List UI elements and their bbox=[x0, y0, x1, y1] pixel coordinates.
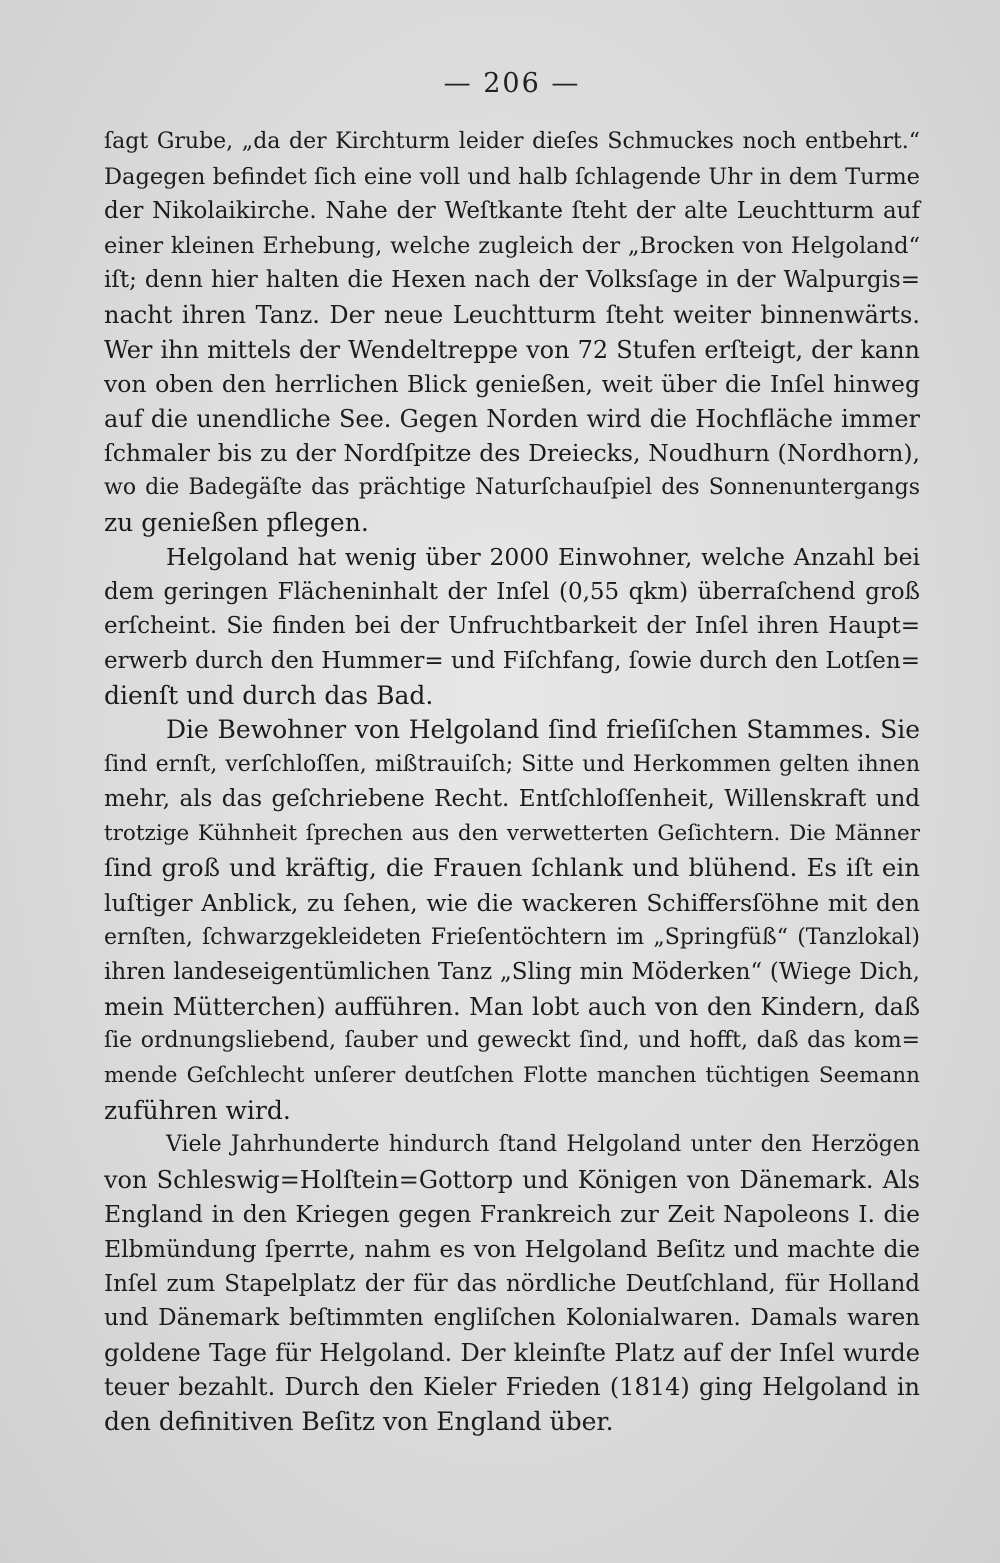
text-line: England in den Kriegen gegen Frankreich zur Zeit Napoleons I. die bbox=[104, 1200, 920, 1229]
text-line: Wer ihn mittels der Wendeltreppe von 72 Stufen erſteigt, der kann bbox=[104, 335, 920, 364]
text-line: nacht ihren Tanz. Der neue Leuchtturm ſteht weiter binnenwärts. bbox=[104, 300, 920, 329]
text-line: zuführen wird. bbox=[104, 1095, 291, 1125]
text-line: teuer bezahlt. Durch den Kieler Frieden (1814) ging Helgoland in bbox=[104, 1373, 920, 1402]
text-line: auf die unendliche See. Gegen Norden wird die Hochfläche immer bbox=[104, 404, 920, 433]
text-line: mende Geſchlecht unſerer deutſchen Flotte manchen tüchtigen Seemann bbox=[104, 1063, 920, 1089]
paragraph-2 bbox=[104, 540, 920, 713]
text-line: dienſt und durch das Bad. bbox=[104, 680, 434, 710]
text-line: ſind groß und kräftig, die Frauen ſchlank und blühend. Es iſt ein bbox=[104, 853, 920, 883]
body-text bbox=[104, 125, 920, 1440]
text-line: einer kleinen Erhebung, welche zugleich der „Brocken von Helgoland“ bbox=[104, 232, 920, 259]
text-line: Dagegen befindet ſich eine voll und halb ſchlagende Uhr in dem Turme bbox=[104, 163, 920, 190]
text-line: mein Mütterchen) aufführen. Man lobt auch von den Kindern, daß bbox=[104, 992, 920, 1021]
text-line: ſchmaler bis zu der Nordſpitze des Dreiecks, Noudhurn (Nordhorn), bbox=[104, 439, 920, 468]
text-line: Elbmündung ſperrte, nahm es von Helgoland Beſitz und machte die bbox=[104, 1235, 920, 1263]
text-line: luſtiger Anblick, zu ſehen, wie die wackeren Schiffersſöhne mit den bbox=[104, 889, 920, 918]
text-line: Helgoland hat wenig über 2000 Einwohner, welche Anzahl bei bbox=[166, 543, 920, 572]
text-line: goldene Tage für Helgoland. Der kleinſte Platz auf der Inſel wurde bbox=[104, 1338, 920, 1367]
text-line: den definitiven Beſitz von England über. bbox=[104, 1406, 614, 1436]
paragraph-3 bbox=[104, 713, 920, 1128]
text-line: der Nikolaikirche. Nahe der Weſtkante ſteht der alte Leuchtturm auf bbox=[104, 198, 920, 225]
text-line: erwerb durch den Hummer= und Fiſchfang, ſowie durch den Lotſen= bbox=[104, 647, 920, 674]
paragraph-4 bbox=[104, 1128, 920, 1439]
text-line: mehr, als das geſchriebene Recht. Entſchloſſenheit, Willenskraft und bbox=[104, 786, 920, 813]
text-line: ernſten, ſchwarzgekleideten Frieſentöchtern im „Springfüß“ (Tanzlokal) bbox=[104, 924, 920, 950]
text-line: Die Bewohner von Helgoland ſind frieſiſchen Stammes. Sie bbox=[166, 715, 920, 745]
text-line: Inſel zum Stapelplatz der für das nördliche Deutſchland, für Holland bbox=[104, 1270, 920, 1297]
paragraph-1 bbox=[104, 125, 920, 540]
text-line: zu genießen pflegen. bbox=[104, 507, 369, 537]
text-line: von Schleswig=Holſtein=Gottorp und Königen von Dänemark. Als bbox=[104, 1165, 920, 1194]
text-line: wo die Badegäſte das prächtige Naturſchauſpiel des Sonnenuntergangs bbox=[104, 474, 920, 500]
book-page bbox=[104, 62, 920, 1502]
text-line: Viele Jahrhunderte hindurch ſtand Helgoland unter den Herzögen bbox=[166, 1132, 920, 1158]
text-line: ihren landeseigentümlichen Tanz „Sling min Möderken“ (Wiege Dich, bbox=[104, 959, 920, 986]
text-line: iſt; denn hier halten die Hexen nach der Volksſage in der Walpurgis= bbox=[104, 267, 920, 294]
text-line: dem geringen Flächeninhalt der Inſel (0,55 qkm) überraſchend groß bbox=[104, 578, 920, 605]
text-line: erſcheint. Sie finden bei der Unfruchtbarkeit der Inſel ihren Haupt= bbox=[104, 613, 920, 640]
page-number: — 206 — bbox=[443, 68, 581, 99]
text-line: ſagt Grube, „da der Kirchturm leider dieſes Schmuckes noch entbehrt.“ bbox=[104, 129, 920, 154]
text-line: ſind ernſt, verſchloſſen, mißtrauiſch; Sitte und Herkommen gelten ihnen bbox=[104, 751, 920, 777]
text-line: ſie ordnungsliebend, ſauber und geweckt ſind, und hofft, daß das kom= bbox=[104, 1028, 920, 1054]
text-line: von oben den herrlichen Blick genießen, weit über die Inſel hinweg bbox=[104, 370, 920, 399]
text-line: und Dänemark beſtimmten engliſchen Kolonialwaren. Damals waren bbox=[104, 1305, 920, 1332]
text-line: trotzige Kühnheit ſprechen aus den verwetterten Geſichtern. Die Männer bbox=[104, 820, 920, 846]
